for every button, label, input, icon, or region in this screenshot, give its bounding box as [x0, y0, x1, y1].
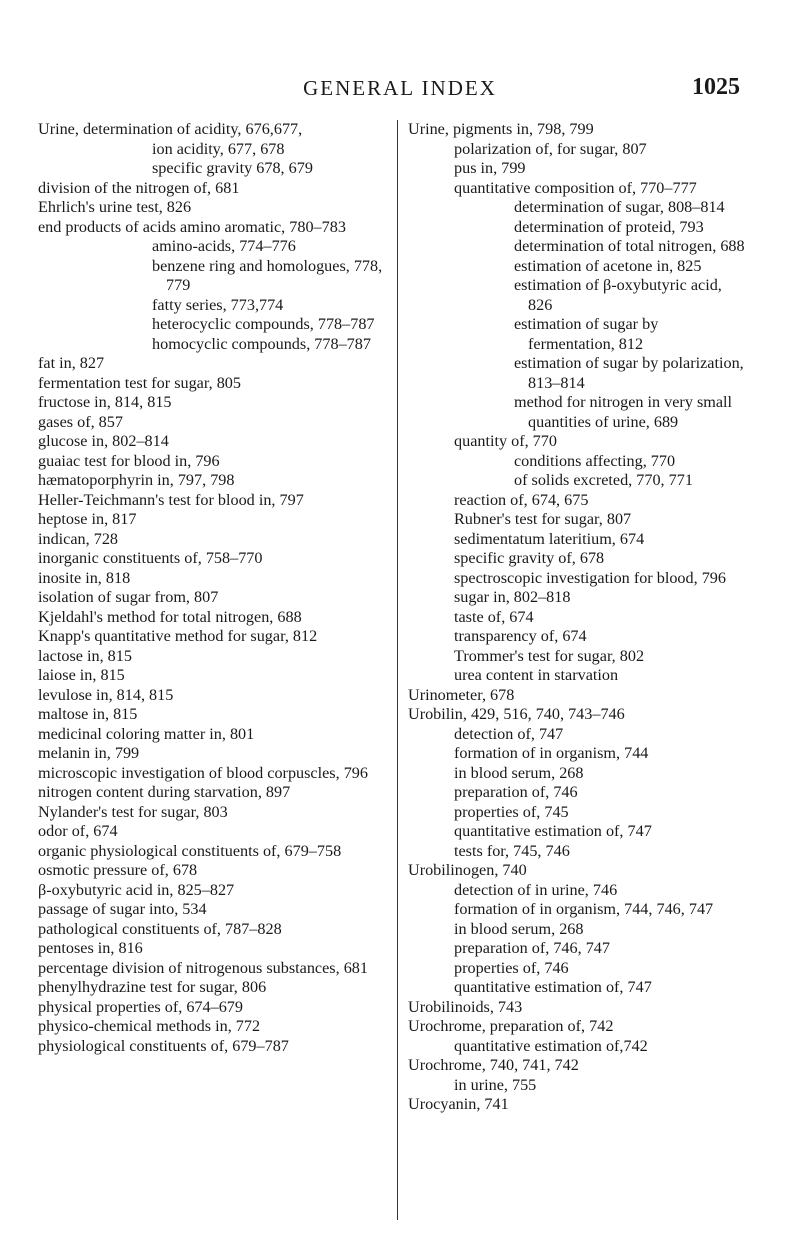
index-entry: Urocyanin, 741 [408, 1095, 509, 1113]
index-entry: pathological constituents of, 787–828 [38, 919, 282, 938]
index-entry: estimation of sugar by polarization, 813–814 [514, 354, 744, 392]
index-entry: detection of in urine, 746 [454, 880, 618, 899]
index-entry: Urochrome, 740, 741, 742 [408, 1056, 579, 1074]
index-entry: Urobilinogen, 740 [408, 861, 527, 879]
index-entry: detection of, 747 [454, 724, 564, 743]
index-entry: homocyclic compounds, 778–787 [152, 334, 371, 353]
page-header [0, 76, 800, 106]
index-entry: fat in, 827 [38, 354, 105, 372]
index-entry: guaiac test for blood in, 796 [38, 451, 220, 470]
index-entry: fermentation test for sugar, 805 [38, 373, 241, 392]
index-entry: transparency of, 674 [454, 627, 587, 645]
page-number: 1025 [692, 74, 740, 100]
right-column [408, 120, 746, 1115]
index-entry: determination of sugar, 808–814 [514, 198, 725, 216]
index-entry: Heller-Teichmann's test for blood in, 797 [38, 490, 304, 509]
index-entry: quantitative estimation of, 747 [454, 822, 652, 840]
index-entry: organic physiological constituents of, 679–758 [38, 841, 342, 860]
index-entry: preparation of, 746 [454, 783, 578, 801]
index-entry: Urine, determination of acidity, 676,677, [38, 120, 303, 138]
index-entry: tests for, 745, 746 [454, 841, 570, 860]
page-title: GENERAL INDEX [303, 76, 497, 100]
index-entry: indican, 728 [38, 529, 119, 548]
index-entry: taste of, 674 [454, 607, 534, 626]
index-entry: polarization of, for sugar, 807 [454, 139, 647, 158]
index-entry: sugar in, 802–818 [454, 588, 571, 606]
index-entry: hæmatoporphyrin in, 797, 798 [38, 471, 235, 489]
index-entry: gases of, 857 [38, 412, 123, 431]
index-entry: inorganic constituents of, 758–770 [38, 549, 263, 567]
index-entry: of solids excreted, 770, 771 [514, 471, 693, 489]
index-entry: β-oxybutyric acid in, 825–827 [38, 880, 235, 899]
index-entry: estimation of sugar by fermentation, 812 [514, 315, 659, 353]
index-entry: Urine, pigments in, 798, 799 [408, 120, 594, 138]
index-entry: isolation of sugar from, 807 [38, 588, 219, 606]
index-entry: determination of total nitrogen, 688 [514, 237, 745, 255]
index-entry: osmotic pressure of, 678 [38, 861, 198, 879]
index-entry: in blood serum, 268 [454, 919, 584, 938]
index-entry: heptose in, 817 [38, 510, 137, 528]
index-entry: melanin in, 799 [38, 744, 140, 762]
index-entry: properties of, 746 [454, 958, 569, 977]
index-entry: pus in, 799 [454, 159, 526, 177]
index-entry: levulose in, 814, 815 [38, 685, 174, 704]
index-entry: specific gravity of, 678 [454, 549, 605, 567]
index-entry: pentoses in, 816 [38, 939, 143, 957]
index-entry: inosite in, 818 [38, 568, 131, 587]
index-entry: microscopic investigation of blood corpuscles, 796 [38, 763, 368, 782]
index-entry: percentage division of nitrogenous substances, 681 [38, 958, 368, 977]
index-entry: lactose in, 815 [38, 646, 132, 665]
index-entry: formation of in organism, 744 [454, 744, 649, 762]
index-entry: nitrogen content during starvation, 897 [38, 783, 291, 801]
index-entry: estimation of acetone in, 825 [514, 256, 702, 275]
index-entry: fatty series, 773,774 [152, 295, 284, 314]
index-entry: sedimentatum lateritium, 674 [454, 529, 645, 548]
index-entry: Ehrlich's urine test, 826 [38, 198, 192, 216]
index-entry: determination of proteid, 793 [514, 217, 704, 236]
index-entry: ion acidity, 677, 678 [152, 139, 285, 158]
index-entry: estimation of β-oxybutyric acid, 826 [514, 276, 722, 314]
index-entry: specific gravity 678, 679 [152, 159, 313, 177]
index-entry: in blood serum, 268 [454, 763, 584, 782]
index-entry: quantity of, 770 [454, 432, 557, 450]
index-entry: reaction of, 674, 675 [454, 490, 589, 509]
index-entry: quantitative estimation of,742 [454, 1036, 648, 1055]
index-entry: fructose in, 814, 815 [38, 393, 172, 411]
index-entry: odor of, 674 [38, 822, 118, 840]
index-entry: phenylhydrazine test for sugar, 806 [38, 978, 267, 996]
index-entry: Urinometer, 678 [408, 685, 515, 704]
index-entry: quantitative estimation of, 747 [454, 978, 652, 996]
index-entry: end products of acids amino aromatic, 780–783 [38, 217, 346, 236]
index-entry: Trommer's test for sugar, 802 [454, 646, 645, 665]
index-entry: physico-chemical methods in, 772 [38, 1017, 261, 1035]
index-entry: method for nitrogen in very small quantities of urine, 689 [514, 393, 733, 431]
index-entry: passage of sugar into, 534 [38, 900, 207, 918]
index-entry: physical properties of, 674–679 [38, 997, 243, 1016]
index-entry: conditions affecting, 770 [514, 451, 676, 470]
index-entry: urea content in starvation [454, 666, 619, 684]
index-entry: maltose in, 815 [38, 705, 138, 723]
index-entry: division of the nitrogen of, 681 [38, 178, 240, 197]
index-entry: formation of in organism, 744, 746, 747 [454, 900, 714, 918]
index-entry: medicinal coloring matter in, 801 [38, 724, 255, 743]
index-entry: in urine, 755 [454, 1075, 537, 1094]
index-entry: physiological constituents of, 679–787 [38, 1036, 289, 1055]
index-entry: laiose in, 815 [38, 666, 125, 684]
index-entry: Rubner's test for sugar, 807 [454, 510, 632, 528]
index-entry: quantitative composition of, 770–777 [454, 178, 697, 197]
index-entry: Urochrome, preparation of, 742 [408, 1017, 614, 1035]
left-column [38, 120, 383, 1056]
index-entry: Urobilinoids, 743 [408, 997, 523, 1016]
index-entry: heterocyclic compounds, 778–787 [152, 315, 375, 333]
index-entry: amino-acids, 774–776 [152, 237, 296, 255]
index-entry: Nylander's test for sugar, 803 [38, 802, 228, 821]
index-entry: Kjeldahl's method for total nitrogen, 688 [38, 607, 302, 626]
index-entry: spectroscopic investigation for blood, 796 [454, 568, 726, 587]
index-entry: Urobilin, 429, 516, 740, 743–746 [408, 705, 625, 723]
index-entry: benzene ring and homologues, 778, 779 [152, 256, 383, 294]
index-entry: glucose in, 802–814 [38, 432, 169, 450]
index-entry: preparation of, 746, 747 [454, 939, 610, 957]
index-entry: properties of, 745 [454, 802, 569, 821]
column-divider [397, 120, 398, 1220]
index-entry: Knapp's quantitative method for sugar, 812 [38, 627, 318, 645]
